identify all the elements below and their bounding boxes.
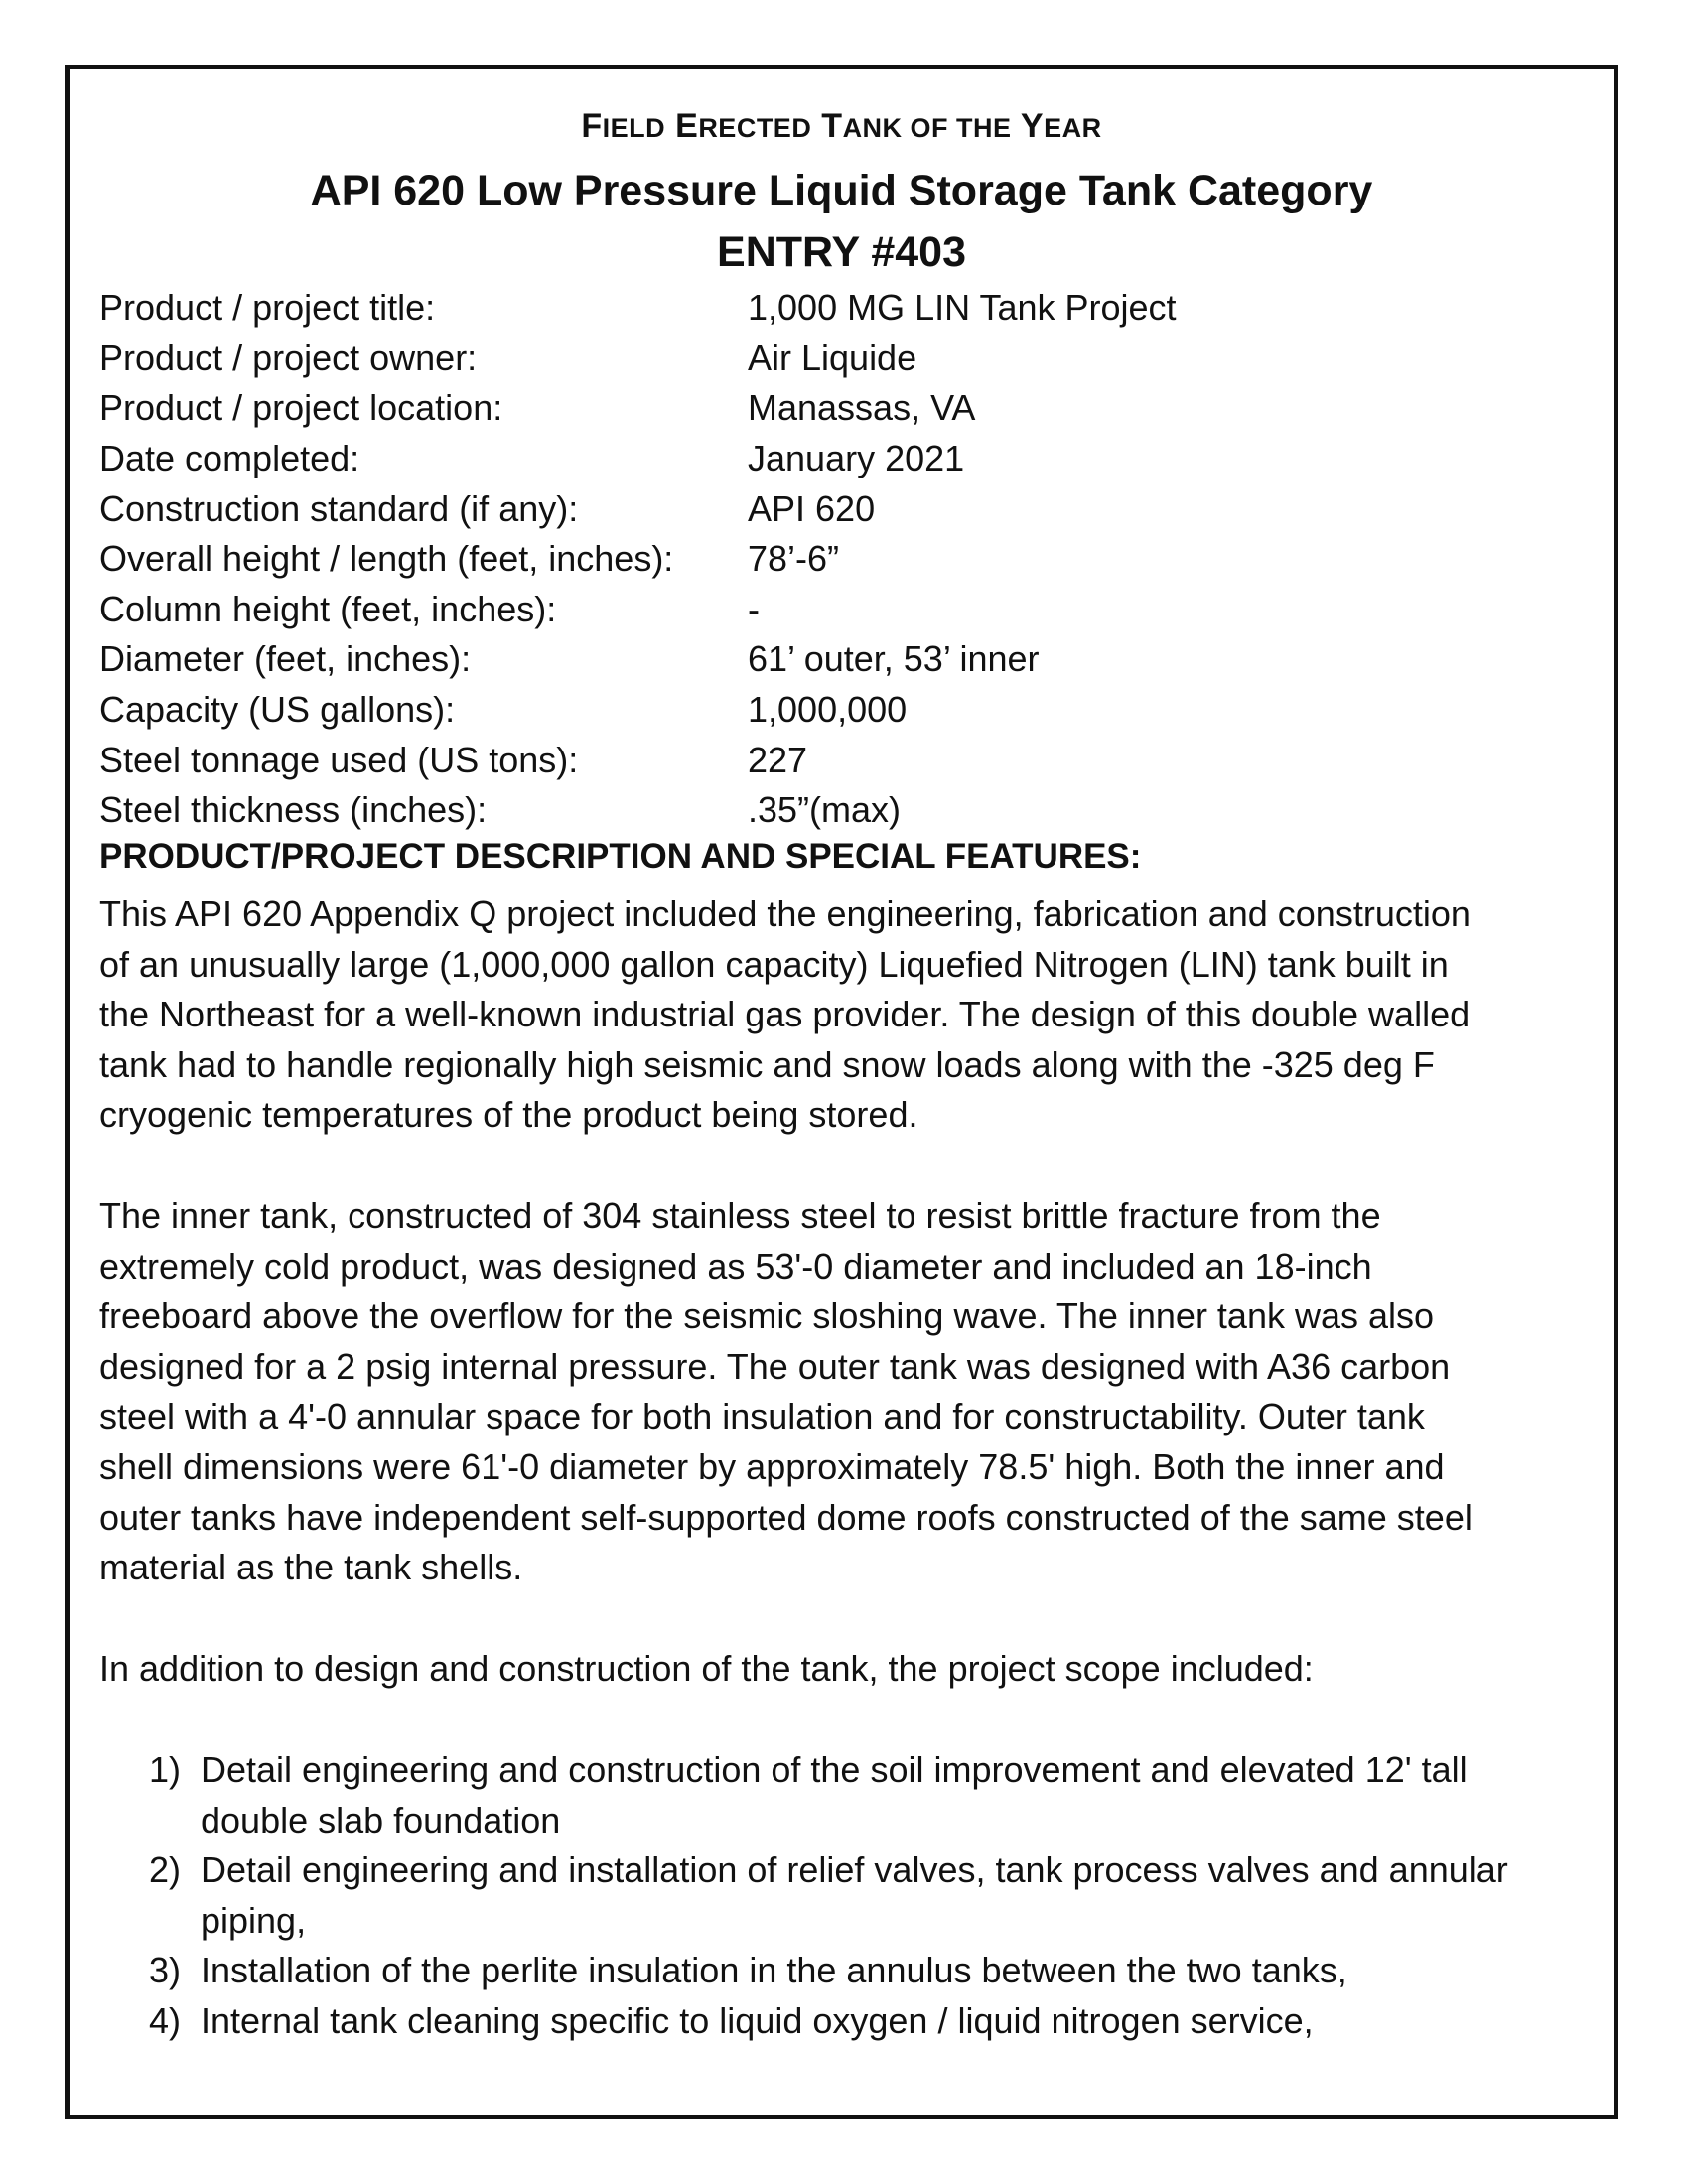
- list-item-line: Detail engineering and construction of the soil improvement and elevated 12' tall: [201, 1749, 1468, 1790]
- field-row: [99, 685, 1589, 736]
- field-row: [99, 634, 1589, 685]
- project-fields: [99, 283, 1589, 836]
- field-label: Steel tonnage used (US tons):: [99, 739, 579, 780]
- category-title: API 620 Low Pressure Liquid Storage Tank Category: [310, 167, 1373, 214]
- header-kicker: [70, 107, 1614, 146]
- field-row: [99, 785, 1589, 836]
- paragraph-line: cryogenic temperatures of the product being stored.: [99, 1094, 918, 1136]
- list-item-line: double slab foundation: [201, 1799, 561, 1841]
- list-item-line: Detail engineering and installation of relief valves, tank process valves and annular: [201, 1849, 1508, 1891]
- entry-number: ENTRY #403: [717, 228, 966, 276]
- field-label: Diameter (feet, inches):: [99, 638, 472, 680]
- kicker-word: FIELD: [581, 107, 666, 145]
- list-number: 4): [149, 1999, 182, 2041]
- paragraph-line: freeboard above the overflow for the seismic sloshing wave. The inner tank was also: [99, 1296, 1435, 1337]
- field-value: Air Liquide: [748, 337, 917, 378]
- field-label: Construction standard (if any):: [99, 487, 579, 529]
- field-label: Product / project owner:: [99, 337, 478, 378]
- list-number: 3): [149, 1950, 182, 1991]
- list-number: 2): [149, 1849, 182, 1891]
- field-label: Product / project location:: [99, 387, 503, 429]
- scope-list: [99, 1745, 1609, 2047]
- list-item-line: Installation of the perlite insulation in the annulus between the two tanks,: [201, 1950, 1347, 1991]
- paragraph-line: extremely cold product, was designed as 53'-0 diameter and included an 18-inch: [99, 1245, 1372, 1287]
- kicker-word: ERECTED: [675, 107, 812, 145]
- field-row: [99, 383, 1589, 434]
- list-item-line: Internal tank cleaning specific to liquid oxygen / liquid nitrogen service,: [201, 1999, 1314, 2041]
- field-row: [99, 434, 1589, 484]
- scope-intro: In addition to design and construction of the tank, the project scope included:: [99, 1648, 1314, 1689]
- list-item: [99, 1996, 1609, 2047]
- paragraph-line: designed for a 2 psig internal pressure. The outer tank was designed with A36 carbon: [99, 1345, 1451, 1387]
- paragraph-line: outer tanks have independent self-supported dome roofs constructed of the same steel: [99, 1496, 1473, 1538]
- list-number: 1): [149, 1749, 182, 1790]
- paragraph-line: the Northeast for a well-known industrial gas provider. The design of this double walled: [99, 994, 1471, 1035]
- list-item: [99, 1745, 1609, 1845]
- kicker-word: YEAR: [1020, 107, 1102, 145]
- paragraph-line: shell dimensions were 61'-0 diameter by approximately 78.5' high. Both the inner and: [99, 1445, 1445, 1487]
- field-value: 1,000 MG LIN Tank Project: [748, 287, 1177, 329]
- field-label: Steel thickness (inches):: [99, 789, 488, 831]
- field-value: -: [748, 588, 760, 629]
- field-value: API 620: [748, 487, 876, 529]
- field-label: Product / project title:: [99, 287, 436, 329]
- field-value: 61’ outer, 53’ inner: [748, 638, 1040, 680]
- kicker-word: TANK OF THE: [821, 107, 1012, 145]
- field-value: January 2021: [748, 438, 965, 479]
- list-item: [99, 1946, 1609, 1996]
- field-row: [99, 283, 1589, 334]
- description-heading: PRODUCT/PROJECT DESCRIPTION AND SPECIAL FEATURES:: [99, 837, 1142, 876]
- field-label: Overall height / length (feet, inches):: [99, 538, 674, 580]
- field-row: [99, 483, 1589, 534]
- paragraph-line: steel with a 4'-0 annular space for both insulation and for constructability. Outer tank: [99, 1396, 1425, 1437]
- paragraph-line: tank had to handle regionally high seismic and snow loads along with the -325 deg F: [99, 1043, 1435, 1085]
- paragraph-line: The inner tank, constructed of 304 stainless steel to resist brittle fracture from the: [99, 1195, 1381, 1236]
- field-value: Manassas, VA: [748, 387, 976, 429]
- field-row: [99, 585, 1589, 635]
- list-item-line: piping,: [201, 1899, 307, 1941]
- paragraph-line: of an unusually large (1,000,000 gallon capacity) Liquefied Nitrogen (LIN) tank built in: [99, 943, 1449, 985]
- field-label: Column height (feet, inches):: [99, 588, 557, 629]
- field-value: .35”(max): [748, 789, 902, 831]
- field-row: [99, 534, 1589, 585]
- field-value: 78’-6”: [748, 538, 840, 580]
- paragraph-line: material as the tank shells.: [99, 1547, 523, 1588]
- field-value: 227: [748, 739, 808, 780]
- paragraph-line: This API 620 Appendix Q project included the engineering, fabrication and construction: [99, 893, 1471, 934]
- field-row: [99, 334, 1589, 384]
- description-paragraph: [99, 1191, 1609, 1593]
- field-label: Date completed:: [99, 438, 360, 479]
- field-value: 1,000,000: [748, 689, 908, 731]
- field-label: Capacity (US gallons):: [99, 689, 456, 731]
- list-item: [99, 1845, 1609, 1946]
- field-row: [99, 735, 1589, 785]
- description-paragraph: [99, 889, 1609, 1141]
